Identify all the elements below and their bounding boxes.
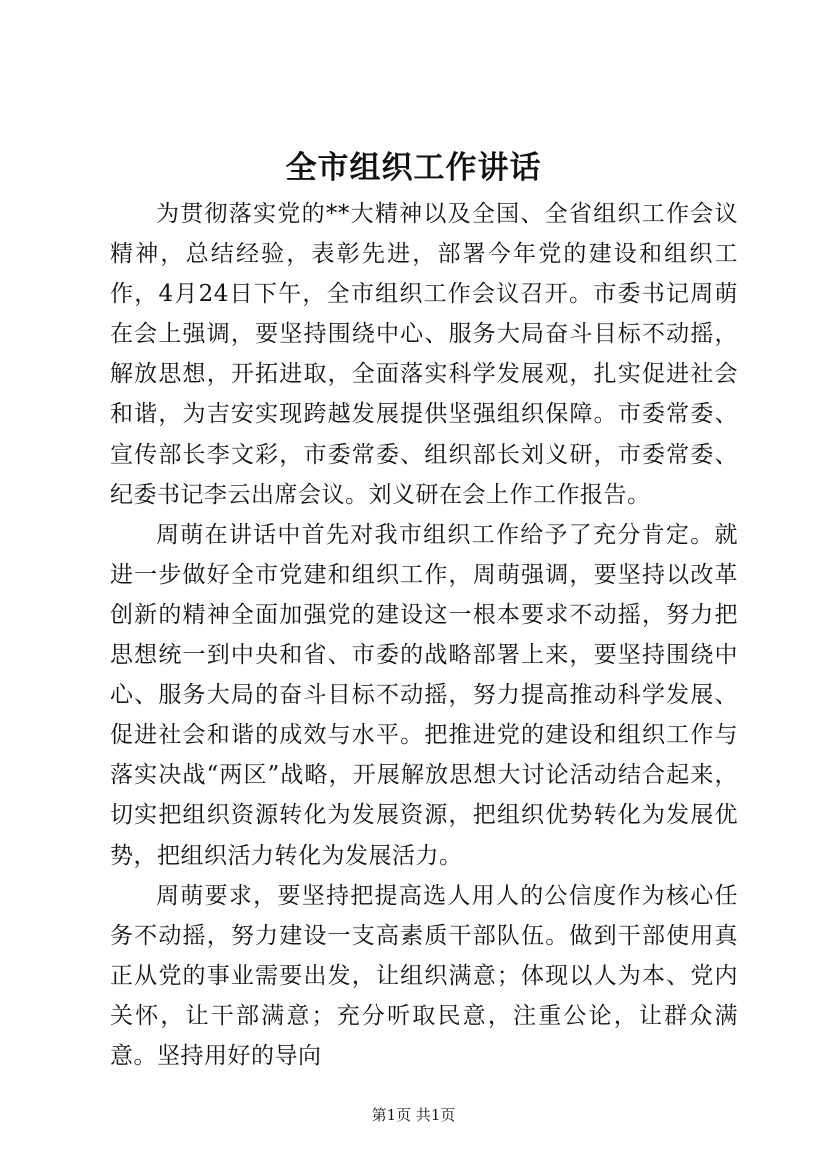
document-body xyxy=(110,194,738,1076)
document-title: 全市组织工作讲话 xyxy=(285,150,542,186)
page-footer: 第1页 共1页 xyxy=(371,1106,456,1124)
paragraph-3: 周萌要求，要坚持把提高选人用人的公信度作为核心任务不动摇，努力建设一支高素质干部队伍。做到干部使用真正从党的事业需要出发，让组织满意；体现以人为本、党内关怀，让干部满意；充分听取民意，注重公论，让群众满意。坚持用好的导向 xyxy=(110,882,738,1069)
paragraph-1: 为贯彻落实党的**大精神以及全国、全省组织工作会议精神，总结经验，表彰先进，部署今年党的建设和组织工作，4月24日下午，全市组织工作会议召开。市委书记周萌在会上强调，要坚持围绕中心、服务大局奋斗目标不动摇，解放思想，开拓进取，全面落实科学发展观，扎实促进社会和谐，为吉安实现跨越发展提供坚强组织保障。市委常委、宣传部长李文彩，市委常委、组织部长刘义研，市委常委、纪委书记李云出席会议。刘义研在会上作工作报告。 xyxy=(110,201,738,508)
paragraph-2: 周萌在讲话中首先对我市组织工作给予了充分肯定。就进一步做好全市党建和组织工作，周萌强调，要坚持以改革创新的精神全面加强党的建设这一根本要求不动摇，努力把思想统一到中央和省、市委的战略部署上来，要坚持围绕中心、服务大局的奋斗目标不动摇，努力提高推动科学发展、促进社会和谐的成效与水平。把推进党的建设和组织工作与落实决战“两区”战略，开展解放思想大讨论活动结合起来，切实把组织资源转化为发展资源，把组织优势转化为发展优势，把组织活力转化为发展活力。 xyxy=(110,521,738,869)
